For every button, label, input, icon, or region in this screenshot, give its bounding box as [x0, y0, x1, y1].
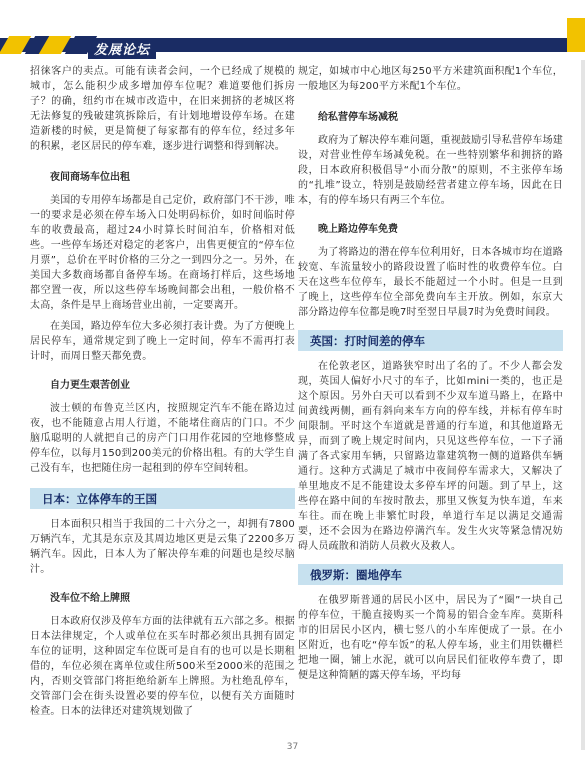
paragraph: 在伦敦老区，道路狭窄时出了名的了。不少人都会发现，英国人偏好小尺寸的车子，比如mini一类的，也正是这个原因。另外白天可以看到不少双车道马路上，在路中间黄线两侧，画有斜向来车方向的停车线，并标有停车时间限制。平时这个车道就是普通的行车道，和其他道路无异，而到了晚上规定时间内，只见这些停车位，一下子涌满了各式家用车辆，只留路边靠建筑物一侧的道路供车辆通行。这种方式满足了城市中夜间停车需求大，又解决了单里地皮不足不能建设太多停车坪的问题。到了早上，这些停在路中间的车按时散去，那里又恢复为快车道，车来车往。而在晚上非繁忙时段，单道行车足以满足交通需要，还不会因为在路边停满汽车。发生火灾等紧急情况妨碍人员疏散和消防人员救火及救人。: [298, 361, 563, 552]
paragraph: 规定，如城市中心地区每250平方米建筑面积配1个车位，一般地区为每200平方米配1个车位。: [298, 66, 563, 92]
section-heading: 英国：打时间差的停车: [310, 333, 425, 348]
paragraph: 招徕客户的卖点。可能有读者会问，一个已经成了规模的城市，怎么能积少成多增加停车位呢？难道要他们拆房子？的确，纽约市在城市改造中，在旧来拥挤的老城区将无法修复的残破建筑拆除后，有计划地增设停车场。在建造新楼的时候，更是简便了每家都有的停车位，经过多年的积累，老区居民的停车难，逐步进行调整和得到解决。: [30, 66, 295, 152]
subheading: 自力更生艰苦创业: [50, 380, 130, 391]
paragraph: 在俄罗斯普通的居民小区中，居民为了“圈”一块自己的停车位，干脆直接购买一个简易的铝合金车库。莫斯科市的旧居民小区内，横七竖八的小车库便成了一景。在小区附近，也有吃“停车饭”的私人停车场，业主们用铁栅栏把地一圈，铺上水泥，就可以向居民们征收停车费了，即便是这种简陋的露天停车场，平均每: [298, 595, 563, 681]
section-heading: 日本：立体停车的王国: [42, 491, 157, 506]
paragraph: 波士顿的布鲁克兰区内，按照规定汽车不能在路边过夜，也不能随意占用人行道，不能堵住商店的门口。不少脑瓜聪明的人就把自己的房产门口用作花园的空地修整成停车位，以每月150到200美元的价格出租。有的大学生自己没有车，也把随住房一起租到的停车空间转租。: [30, 403, 295, 474]
paragraph: 在美国，路边停车位大多必须打表计费。为了方便晚上居民停车，通常规定到了晚上一定时间，停车不需再打表计时，而周日整天都免费。: [30, 321, 295, 362]
section-band: [30, 488, 295, 509]
page-edge: [581, 60, 585, 750]
paragraph: 为了将路边的潜在停车位利用好，日本各城市均在道路较宽、车流量较小的路段设置了临时性的收费停车位。白天在这些车位停车，最长不能超过一个小时。但是一旦到了晚上，这些停车位全部免费向车主开放。例如，东京大部分路边停车位都是晚7时至翌日早晨7时为免费时间段。: [298, 247, 563, 318]
section-heading: 俄罗斯：圈地停车: [310, 567, 402, 582]
left-column: [30, 64, 295, 719]
paragraph: 政府为了解决停车难问题，重视鼓励引导私营停车场建设，对营业性停车场减免税。在一些特别繁华和拥挤的路段，日本政府积极倡导“小而分散”的原则，不主张停车场的“扎堆”设立，特别是鼓励经营者建立停车场，因此在日本，有的停车场只有两三个车位。: [298, 135, 563, 206]
right-column: [298, 64, 563, 683]
paragraph: 日本面积只相当于我国的二十六分之一，却拥有7800万辆汽车，尤其是东京及其周边地区更是云集了2200多万辆汽车。因此，日本人为了解决停车难的问题也是绞尽脑汁。: [30, 519, 295, 575]
subheading: 晚上路边停车免费: [318, 224, 398, 235]
subheading: 给私营停车场减税: [318, 112, 398, 123]
paragraph: 日本政府仅涉及停车方面的法律就有五六部之多。根据日本法律规定，个人或单位在买车时都必须出具拥有固定车位的证明，这种固定车位既可是自有的也可以是长期租借的，车位必须在离单位或住所500米至2000米的范围之内，否则交管部门将拒绝给新车上牌照。为杜绝乱停车，交管部门会在街头设置必要的停车位，以便有关方面随时检查。日本的法律还对建筑规划做了: [30, 616, 295, 717]
subheading: 没车位不给上牌照: [50, 593, 130, 604]
page-number: 37: [286, 742, 299, 752]
subheading: 夜间商场车位出租: [50, 172, 130, 183]
section-band: [298, 564, 563, 585]
section-band: [298, 330, 563, 351]
paragraph: 美国的专用停车场都是自己定价，政府部门不干涉，唯一的要求是必须在停车场入口处明码标价，如时间临时停车的收费最高，超过24小时算长时间泊车，价格相对低些。一些停车场还对稳定的老客户，出售更便宜的“停车位月票”，总价在平时价格的三分之一到四分之一。另外，在美国大多数商场都自备停车场。在商场打样后，这些场地都空置一夜，所以这些停车场晚间都会出租，一般价格不太高，条件是早上商场营业出前，一定要离开。: [30, 195, 295, 311]
section-title: 发展论坛: [88, 38, 156, 59]
corner-mark: [567, 18, 585, 52]
